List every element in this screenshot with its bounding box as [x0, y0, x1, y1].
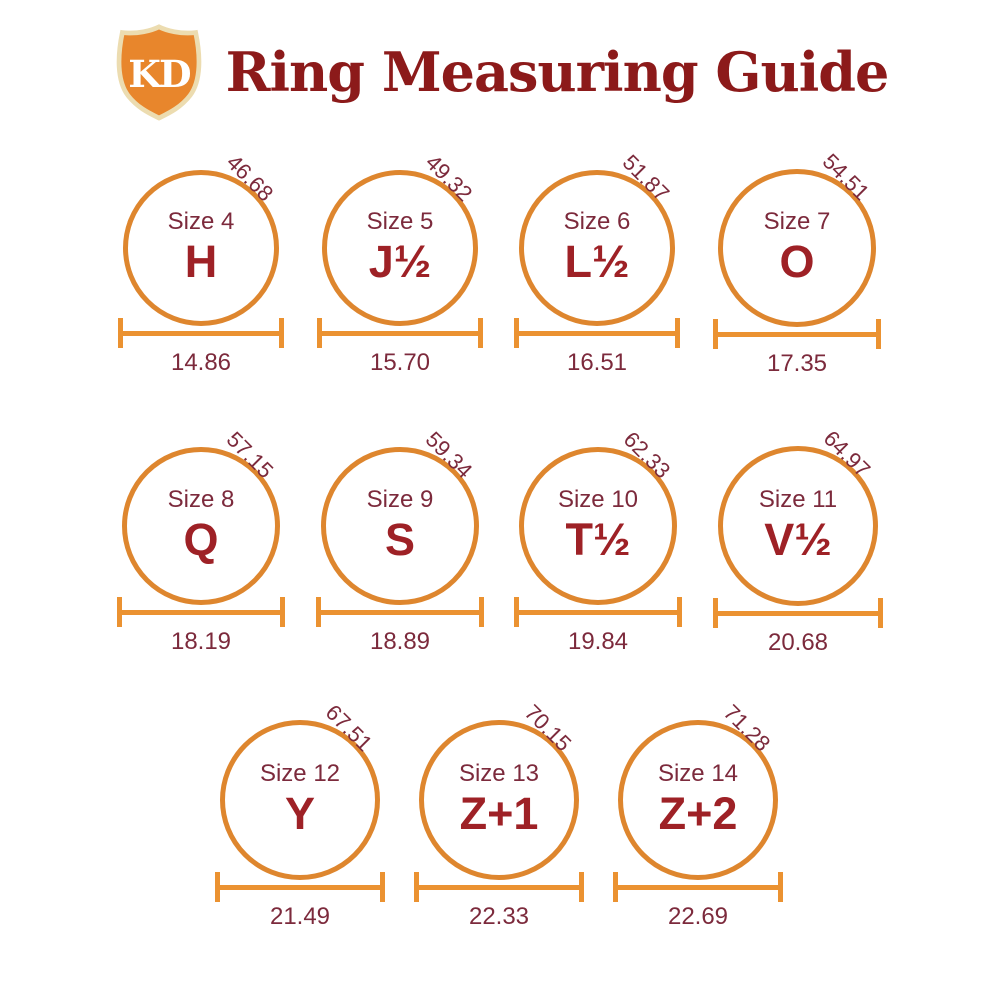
kd-shield-logo	[112, 23, 206, 121]
logo-text: KD	[127, 52, 190, 97]
ring-diameter-label: 15.70	[369, 349, 431, 376]
ring-letter: Z+1	[459, 787, 539, 839]
ring-circumference-label: 54.51	[817, 148, 875, 206]
bar-line	[618, 885, 778, 890]
ring-circumference-label: 57.15	[221, 426, 279, 484]
ring-letter: Q	[183, 513, 219, 565]
diameter-bar	[316, 597, 484, 627]
ring-size-label: Size 12	[259, 760, 341, 788]
ring-diameter-label: 14.86	[170, 349, 232, 376]
ring-size-label: Size 7	[763, 208, 831, 236]
ring-diameter-label: 17.35	[766, 350, 828, 377]
bar-line	[321, 610, 479, 615]
bar-right-cap	[280, 597, 285, 627]
page-title: Ring Measuring Guide	[225, 40, 889, 104]
diameter-bar	[713, 319, 881, 349]
bar-line	[322, 331, 478, 336]
ring-circumference-label: 62.33	[618, 426, 676, 484]
ring-size-label: Size 8	[167, 486, 235, 514]
ring-letter: Z+2	[658, 787, 738, 839]
bar-right-cap	[677, 597, 682, 627]
ring-diameter-label: 20.68	[767, 629, 829, 656]
ring-size-label: Size 6	[563, 208, 631, 236]
ring-diameter-label: 16.51	[566, 349, 628, 376]
ring-circumference-label: 49.32	[420, 149, 478, 207]
ring-diameter-label: 22.33	[468, 903, 530, 930]
ring-circumference-label: 67.51	[320, 699, 378, 757]
diameter-bar	[215, 872, 385, 902]
bar-line	[123, 331, 279, 336]
bar-right-cap	[878, 598, 883, 628]
ring-circumference-label: 71.28	[718, 699, 776, 757]
diameter-bar	[514, 318, 680, 348]
ring-diameter-label: 21.49	[269, 903, 331, 930]
ring-size-label: Size 5	[366, 208, 434, 236]
ring-letter: V½	[764, 513, 832, 565]
ring-diameter-label: 22.69	[667, 903, 729, 930]
ring-letter: H	[184, 235, 218, 287]
ring-circumference-label: 51.87	[617, 149, 675, 207]
bar-right-cap	[675, 318, 680, 348]
bar-line	[519, 610, 677, 615]
ring-letter: S	[384, 513, 415, 565]
bar-right-cap	[579, 872, 584, 902]
bar-line	[718, 332, 876, 337]
ring-size-label: Size 11	[758, 486, 838, 514]
bar-right-cap	[479, 597, 484, 627]
header	[0, 22, 1000, 122]
ring-size-label: Size 4	[167, 208, 235, 236]
ring-letter: L½	[564, 235, 630, 287]
ring-letter: Y	[284, 787, 315, 839]
bar-right-cap	[778, 872, 783, 902]
bar-line	[220, 885, 380, 890]
bar-right-cap	[478, 318, 483, 348]
ring-size-label: Size 9	[366, 486, 434, 514]
ring-diameter-label: 19.84	[567, 628, 629, 655]
diameter-bar	[713, 598, 883, 628]
ring-size-label: Size 13	[458, 760, 540, 788]
bar-right-cap	[380, 872, 385, 902]
bar-right-cap	[876, 319, 881, 349]
ring-size-label: Size 10	[557, 486, 639, 514]
diameter-bar	[118, 318, 284, 348]
diameter-bar	[117, 597, 285, 627]
ring-letter: T½	[565, 513, 631, 565]
diameter-bar	[317, 318, 483, 348]
ring-letter: O	[779, 235, 815, 287]
bar-right-cap	[279, 318, 284, 348]
ring-diameter-label: 18.19	[170, 628, 232, 655]
bar-line	[718, 611, 878, 616]
bar-line	[419, 885, 579, 890]
diameter-bar	[514, 597, 682, 627]
ring-circumference-label: 70.15	[519, 699, 577, 757]
bar-line	[122, 610, 280, 615]
diameter-bar	[613, 872, 783, 902]
diameter-bar	[414, 872, 584, 902]
ring-diameter-label: 18.89	[369, 628, 431, 655]
bar-line	[519, 331, 675, 336]
ring-size-label: Size 14	[657, 760, 739, 788]
ring-circumference-label: 64.97	[818, 425, 876, 483]
ring-letter: J½	[368, 235, 432, 287]
ring-circumference-label: 46.68	[221, 149, 279, 207]
ring-circumference-label: 59.34	[420, 426, 478, 484]
